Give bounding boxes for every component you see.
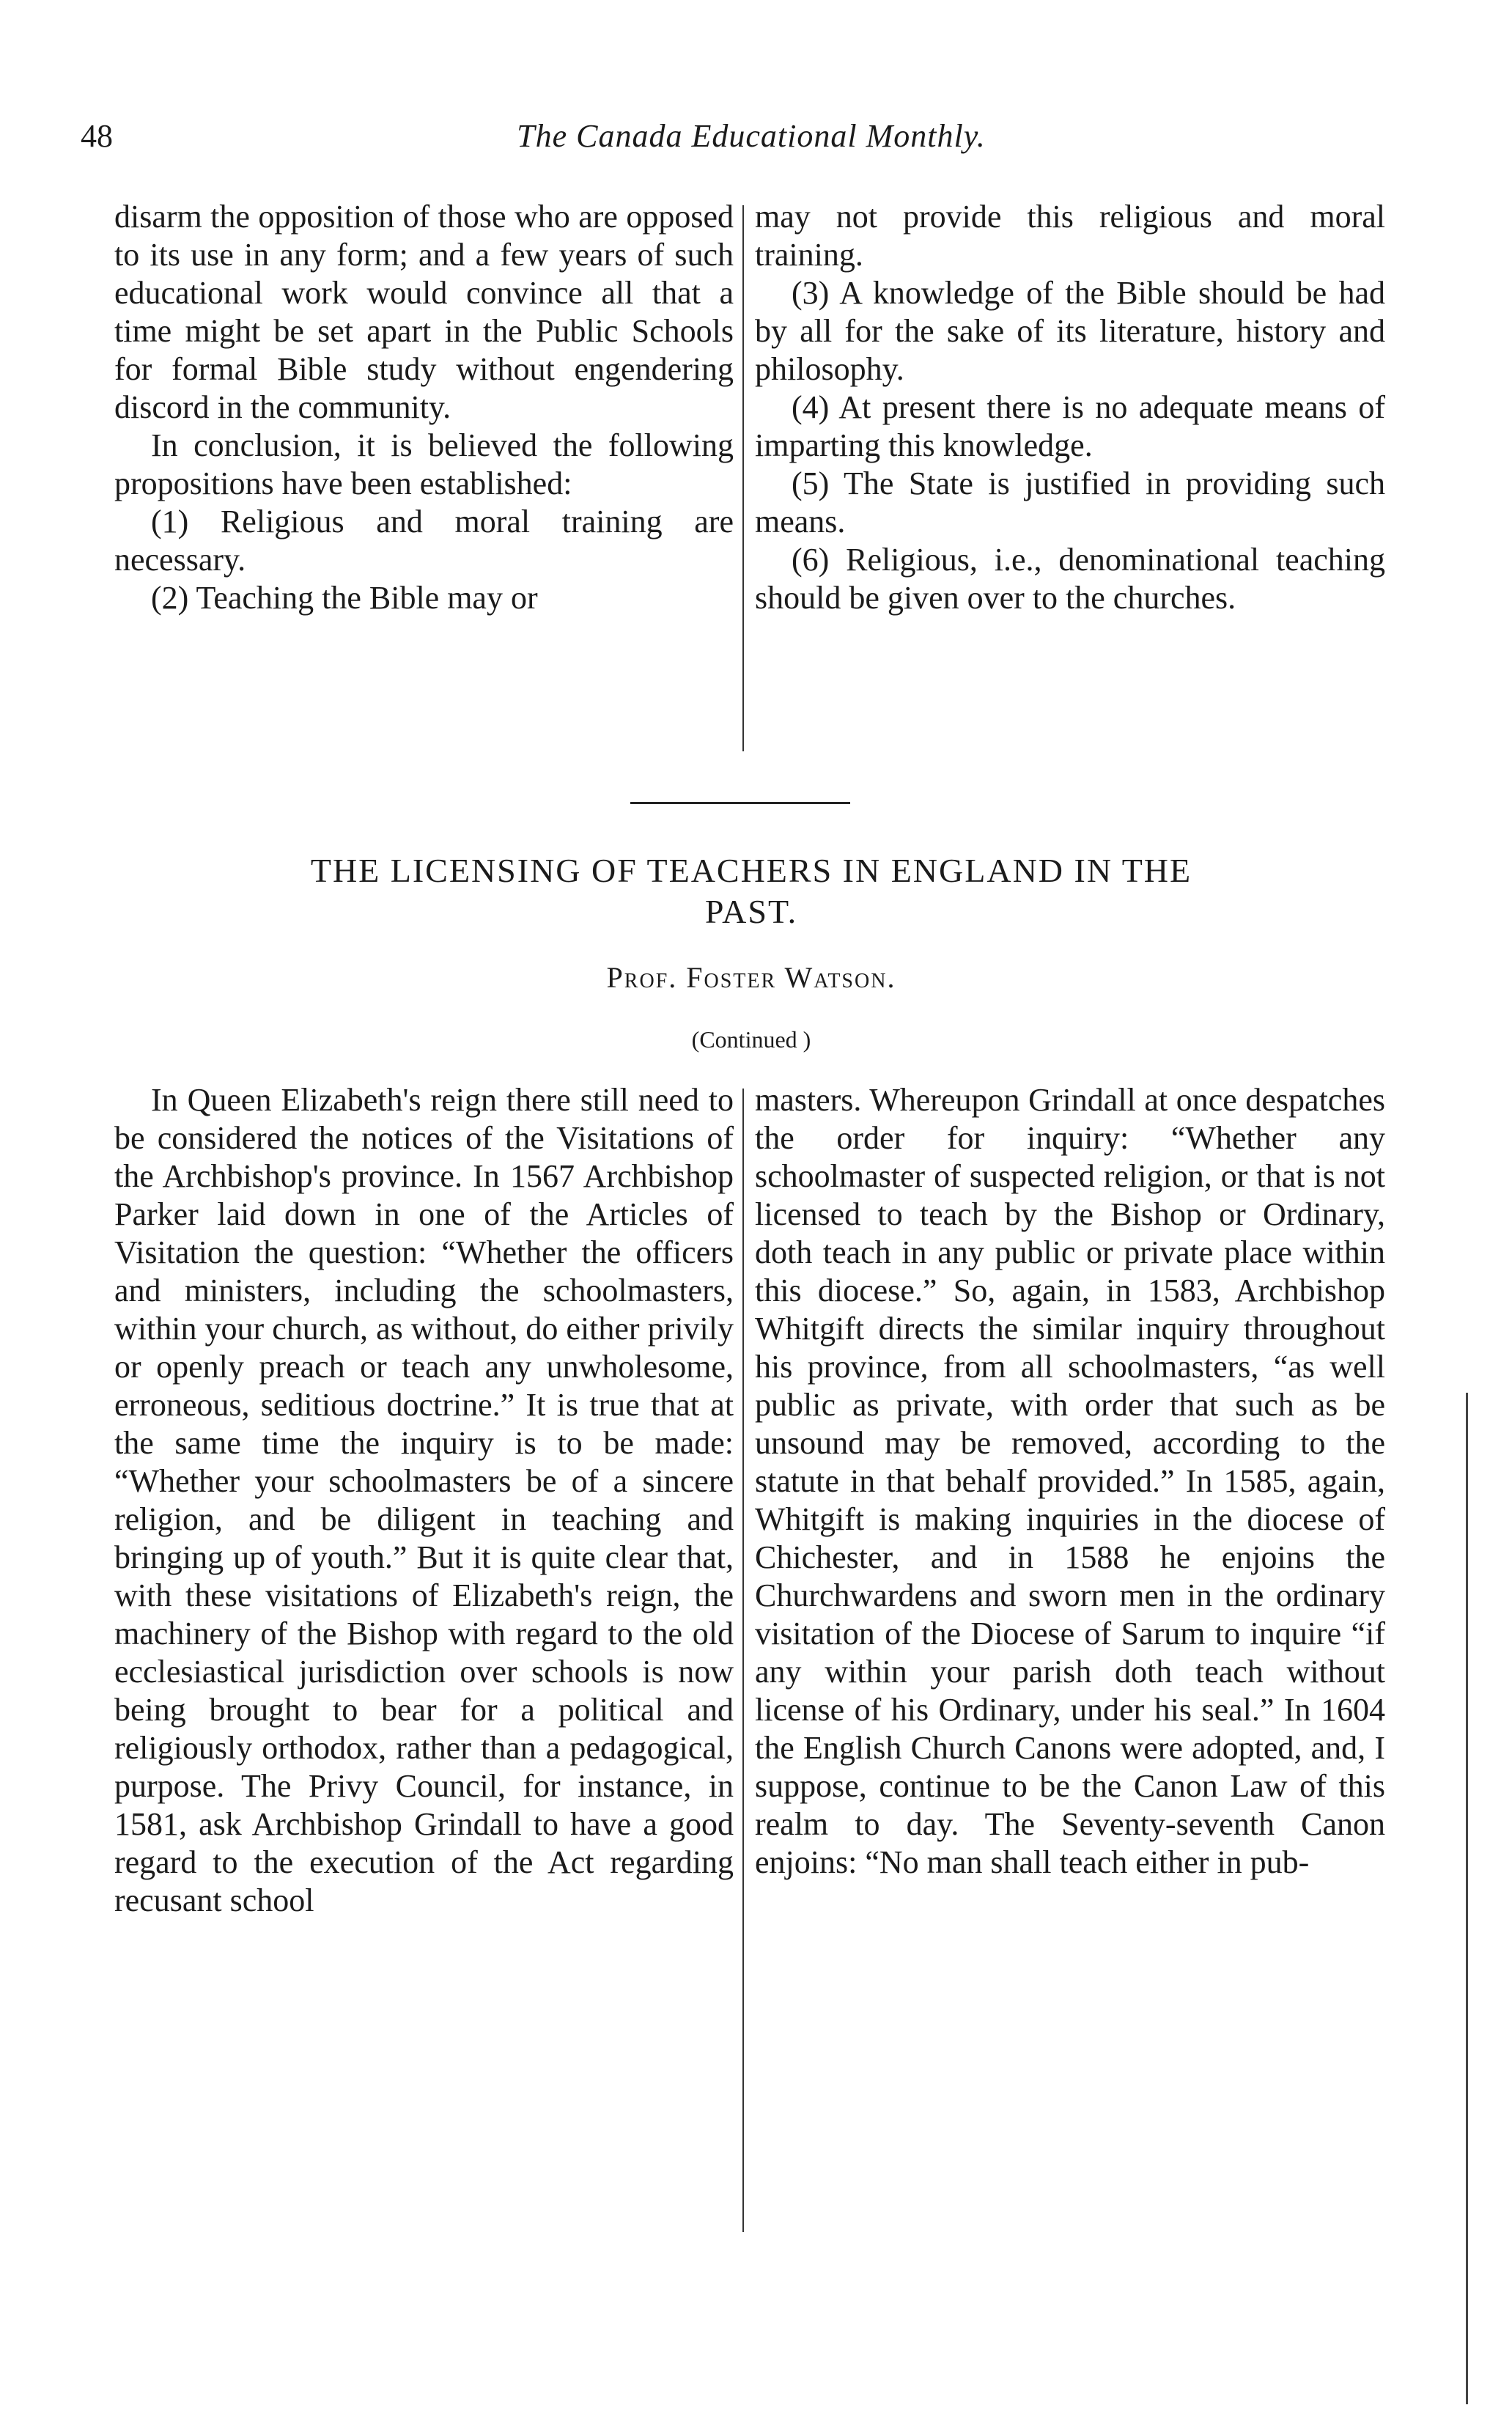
- margin-line: [1466, 1393, 1468, 2404]
- article-title: [81, 850, 1422, 932]
- paragraph: In conclusion, it is believed the following propositions have been established:: [114, 427, 734, 501]
- article-author: Prof. Foster Watson.: [606, 961, 896, 994]
- paragraph: (5) The State is justified in providing such means.: [755, 465, 1385, 539]
- page-number: 48: [81, 118, 113, 154]
- paragraph: (2) Teaching the Bible may or: [151, 580, 538, 616]
- paragraph: masters. Whereupon Grindall at once despatches the order for inquiry: “Whether any schoolmaster of suspected religion, or that is not licensed to teach by the Bishop or Ordinary, doth teach in any public or private place within this diocese.” So, again, in 1583, Archbishop Whitgift directs the similar inquiry throughout his province, from all schoolmasters, “as well public as private, with order that such as be unsound may be removed, according to the statute in that behalf provided.” In 1585, again, Whitgift is making inquiries in the diocese of Chichester, and in 1588 he enjoins the Churchwardens and sworn men in the ordinary visitation of the Diocese of Sarum to inquire “if any within your parish doth teach without license of his Ordinary, under his seal.” In 1604 the English Church Canons were adopted, and, I suppose, continue to be the Canon Law of this realm to day. The Seventy-seventh Canon enjoins: “No man shall teach either in pub-: [755, 1082, 1385, 1880]
- paragraph: may not provide this religious and moral training.: [755, 199, 1385, 273]
- column-divider: [742, 205, 744, 751]
- continued-note: (Continued ): [691, 1026, 811, 1053]
- top-left-column: [114, 198, 734, 617]
- paragraph: (1) Religious and moral training are necessary.: [114, 504, 734, 578]
- article-right-column: [755, 1081, 1385, 1882]
- paragraph: (4) At present there is no adequate means of imparting this knowledge.: [755, 389, 1385, 463]
- column-divider: [742, 1089, 744, 2232]
- article-title-line: PAST.: [704, 893, 798, 930]
- paragraph: disarm the opposition of those who are opposed to its use in any form; and a few years of such educational work would convince all that a time might be set apart in the Public Schools for formal Bible study without engendering discord in the community.: [114, 199, 734, 425]
- running-title: The Canada Educational Monthly.: [517, 118, 986, 154]
- paragraph: In Queen Elizabeth's reign there still need to be considered the notices of the Visitations of the Archbishop's province. In 1567 Archbishop Parker laid down in one of the Articles of Visitation the question: “Whether the officers and ministers, including the schoolmasters, within your church, as without, do either privily or openly preach or teach any unwholesome, erroneous, seditious doctrine.” It is true that at the same time the inquiry is to be made: “Whether your schoolmasters be of a sincere religion, and be diligent in teaching and bringing up of youth.” But it is quite clear that, with these visitations of Elizabeth's reign, the machinery of the Bishop with regard to the old ecclesiastical jurisdiction over schools is now being brought to bear for a political and religiously orthodox, rather than a pedagogical, purpose. The Privy Council, for instance, in 1581, ask Archbishop Grindall to have a good regard to the execution of the Act regarding recusant school: [114, 1082, 734, 1918]
- page-header: [81, 117, 1422, 176]
- article-title-line: THE LICENSING OF TEACHERS IN ENGLAND IN THE: [310, 852, 1192, 889]
- paragraph: (3) A knowledge of the Bible should be had by all for the sake of its literature, history and philosophy.: [755, 275, 1385, 387]
- paragraph: (6) Religious, i.e., denominational teaching should be given over to the churches.: [755, 542, 1385, 616]
- section-separator: [630, 802, 850, 804]
- top-right-column: [755, 198, 1385, 617]
- article-left-column: [114, 1081, 734, 1920]
